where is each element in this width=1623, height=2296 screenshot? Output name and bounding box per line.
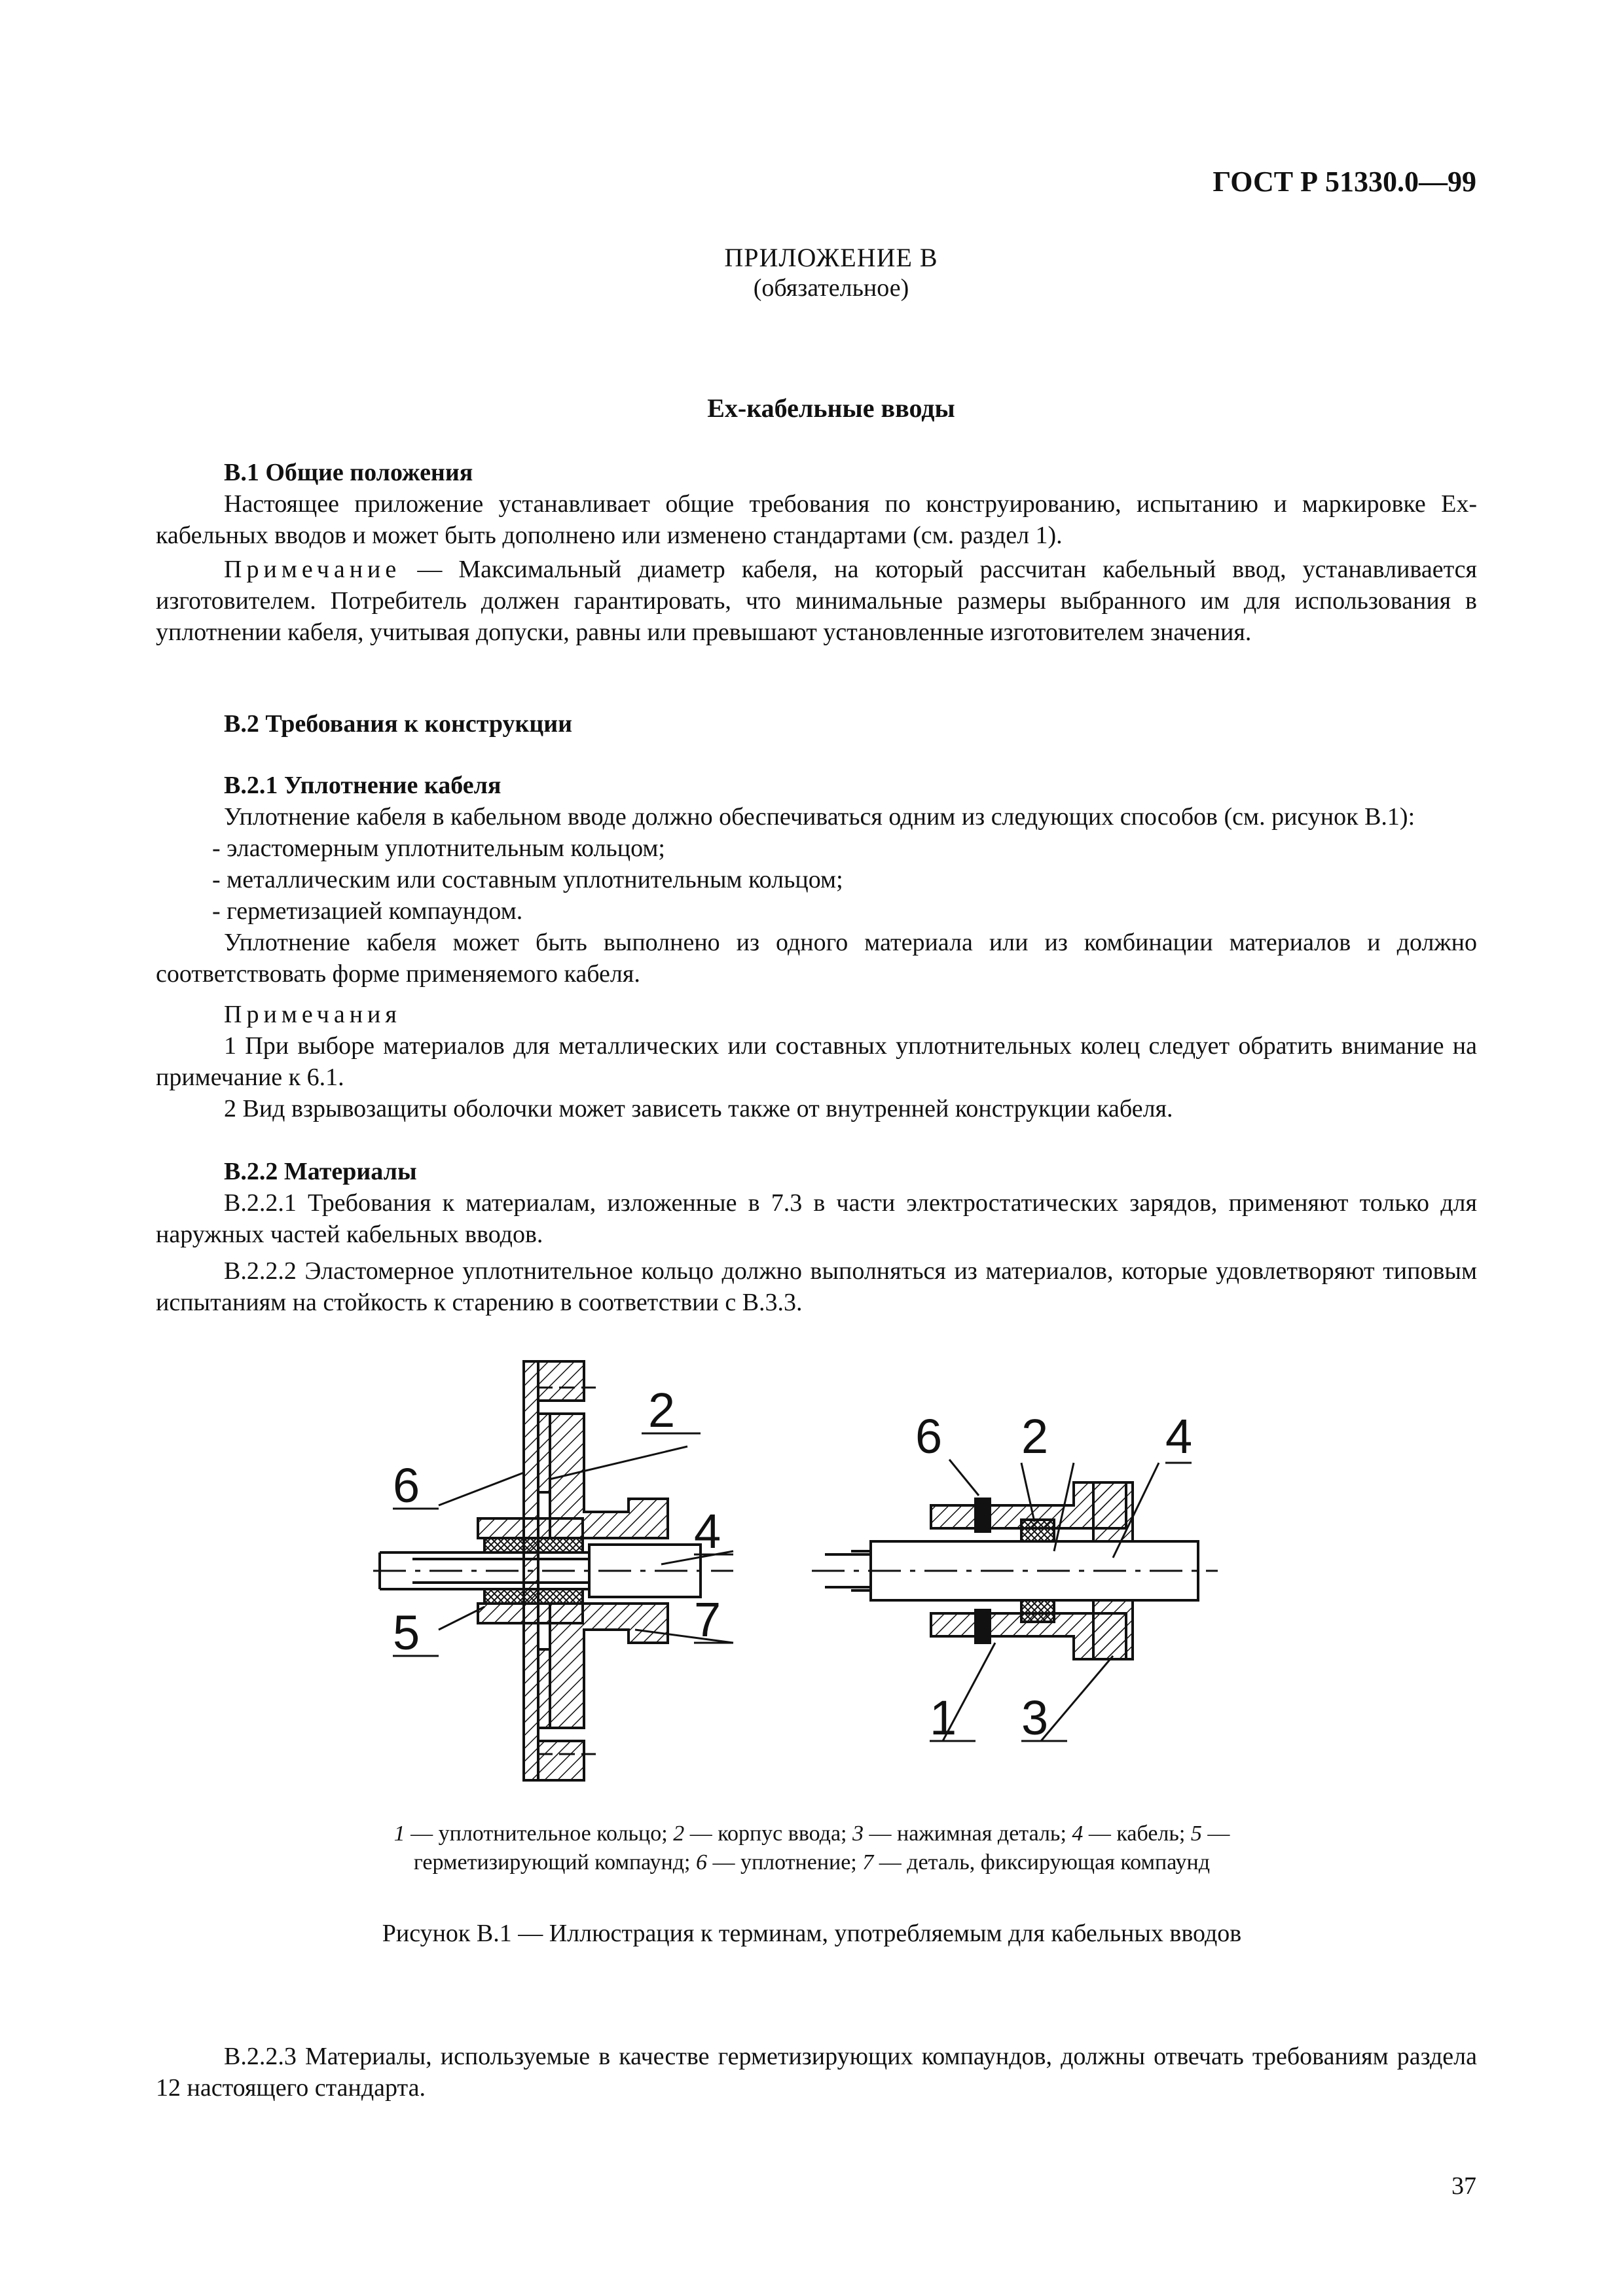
section-b1 bbox=[156, 457, 1477, 551]
section-b223 bbox=[156, 2041, 1477, 2104]
label-6-left: 6 bbox=[393, 1458, 420, 1513]
standard-code: ГОСТ Р 51330.0—99 bbox=[1213, 166, 1476, 198]
paragraph-b21-2: Уплотнение кабеля может быть выполнено из одного материала или из комбинации материалов и должно соответствовать форме применяемого кабеля. bbox=[156, 929, 1477, 988]
heading-b2: В.2 Требования к конструкции bbox=[224, 710, 573, 738]
heading-b21: В.2.1 Уплотнение кабеля bbox=[224, 772, 501, 799]
label-2-right: 2 bbox=[1021, 1409, 1049, 1463]
paragraph-b21: Уплотнение кабеля в кабельном вводе должно обеспечиваться одним из следующих способов (см. рисунок В.1): bbox=[224, 803, 1415, 831]
annex-title: ПРИЛОЖЕНИЕ В bbox=[724, 243, 938, 272]
note-b1 bbox=[156, 554, 1477, 648]
list-item: - металлическим или составным уплотнительным кольцом; bbox=[212, 866, 843, 893]
label-2-left: 2 bbox=[648, 1383, 676, 1437]
label-5-left: 5 bbox=[393, 1605, 420, 1660]
heading-b22: В.2.2 Материалы bbox=[224, 1158, 417, 1185]
label-7-left: 7 bbox=[694, 1592, 721, 1647]
heading-b1: В.1 Общие положения bbox=[224, 459, 473, 486]
note-2: 2 Вид взрывозащиты оболочки может зависеть также от внутренней конструкции кабеля. bbox=[224, 1095, 1173, 1122]
right-cable-entry bbox=[812, 1482, 1218, 1659]
cable-entry-drawing bbox=[367, 1348, 1296, 1793]
annex-name: Ех-кабельные вводы bbox=[707, 393, 955, 423]
paragraph-b221: В.2.2.1 Требования к материалам, изложенные в 7.3 в части электростатических зарядов, применяют только для наружных частей кабельных вводов. bbox=[156, 1189, 1477, 1248]
label-4-right: 4 bbox=[1165, 1409, 1193, 1463]
note-b1-text bbox=[156, 554, 1477, 648]
paragraph-b222: В.2.2.2 Эластомерное уплотнительное кольцо должно выполняться из материалов, которые удовлетворяют типовым испытаниям на стойкость к старению в соответствии с В.3.3. bbox=[156, 1257, 1477, 1316]
label-6-right: 6 bbox=[915, 1409, 943, 1463]
list-item: - эластомерным уплотнительным кольцом; bbox=[212, 834, 665, 862]
section-b21 bbox=[156, 770, 1477, 1124]
label-3-right: 3 bbox=[1021, 1691, 1049, 1745]
left-cable-entry bbox=[373, 1361, 733, 1780]
list-item: - герметизацией компаундом. bbox=[212, 897, 523, 925]
annex-status: (обязательное) bbox=[753, 274, 909, 302]
paragraph-b223: В.2.2.3 Материалы, используемые в качестве герметизирующих компаундов, должны отвечать требованиям раздела 12 настоящего стандарта. bbox=[156, 2043, 1477, 2102]
paragraph-b1: Настоящее приложение устанавливает общие требования по конструированию, испытанию и маркировке Ех-кабельных вводов и может быть дополнено или изменено стандартами (см. раздел 1). bbox=[156, 490, 1477, 549]
figure-legend: 1 — уплотнительное кольцо; 2 — корпус ввода; 3 — нажимная деталь; 4 — кабель; 5 — герметизирующий компаунд; 6 — уплотнение; 7 — деталь, фиксирующая компаунд bbox=[393, 1821, 1230, 1874]
section-b22 bbox=[156, 1156, 1477, 1318]
section-b2 bbox=[156, 708, 1477, 740]
label-1-right: 1 bbox=[930, 1691, 957, 1745]
page-number: 37 bbox=[1451, 2172, 1476, 2200]
notes-label: Примечания bbox=[224, 1001, 401, 1028]
figure-caption: Рисунок В.1 — Иллюстрация к терминам, употребляемым для кабельных вводов bbox=[382, 1920, 1242, 1947]
label-4-left: 4 bbox=[694, 1504, 721, 1558]
note-body: — Максимальный диаметр кабеля, на который рассчитан кабельный ввод, устанавливается изготовителем. Потребитель должен гарантировать, что минимальные размеры выбранного им для использования в уплотнении кабеля, учитывая допуски, равны или превышают установленные изготовителем значения. bbox=[156, 556, 1477, 646]
note-label: Примечание bbox=[224, 556, 401, 583]
note-1: 1 При выборе материалов для металлических или составных уплотнительных колец следует обратить внимание на примечание к 6.1. bbox=[156, 1032, 1477, 1091]
